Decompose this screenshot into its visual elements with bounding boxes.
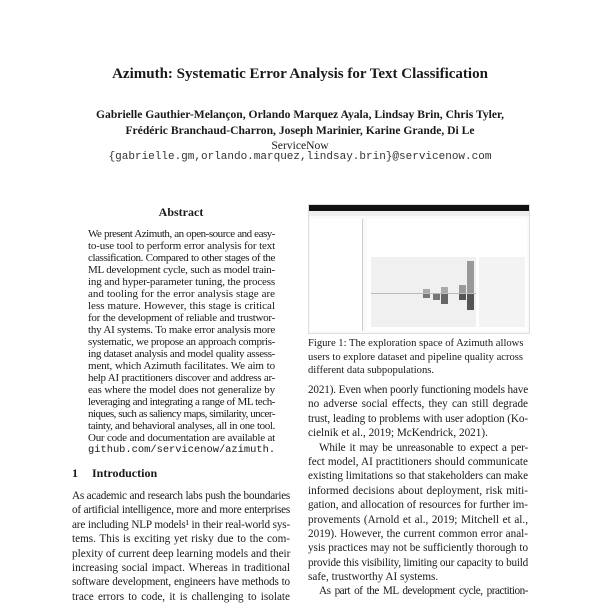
introduction-body — [72, 489, 290, 604]
text-line: ysis practices may not be sufficiently thorough to — [308, 542, 528, 555]
fig-bar — [423, 289, 430, 293]
text-line: existing limitations so that stakeholders can make — [308, 470, 528, 483]
abstract-body — [88, 228, 275, 456]
code-url-link[interactable]: github.com/servicenow/azimuth. — [88, 444, 276, 456]
section-number: 1 — [72, 466, 78, 480]
text-line: provements (Arnold et al., 2019; Mitchell et al., — [308, 513, 528, 526]
text-line: systematic, we propose an approach compris- — [88, 336, 275, 348]
text-line: to-use tool to perform error analysis for text — [88, 240, 275, 252]
text-line: eas where the model does not generalize by — [88, 384, 275, 396]
text-line: As academic and research labs push the boundaries — [72, 490, 290, 502]
figure-1-screenshot — [308, 204, 530, 334]
text-line: trust, leading to problems with user adoption (Ko- — [308, 412, 528, 425]
text-line: Our code and documentation are available at — [88, 432, 275, 444]
fig-bar — [441, 294, 448, 304]
fig-bar — [423, 294, 430, 298]
text-line: informed decisions about deployment, risk miti- — [308, 484, 528, 497]
text-line: for the development of reliable and trustwor- — [88, 312, 275, 324]
abstract-heading: Abstract — [158, 205, 204, 219]
text-line: We present Azimuth, an open-source and easy- — [88, 228, 275, 240]
text-line: gation, and allocation of resources for further im- — [308, 499, 528, 512]
text-line: niques, such as saliency maps, similarity, uncer- — [88, 408, 275, 420]
text-line: less mature. However, this stage is critical — [88, 300, 275, 312]
fig-bar — [467, 261, 474, 293]
paper-title: Azimuth: Systematic Error Analysis for Text Classification — [112, 66, 488, 82]
text-line: thy AI systems. To make error analysis more — [88, 324, 275, 336]
text-line: software development, engineers have methods to — [72, 576, 290, 589]
text-line: tems. This is exciting yet risky due to the com- — [72, 533, 290, 546]
fig-bar — [459, 285, 466, 293]
text-line: fect model, AI practitioners should communicate — [308, 455, 528, 468]
fig-bar — [433, 294, 440, 300]
fig-sidebar — [310, 219, 363, 331]
text-line: provide this visibility, limiting our capacity to build — [308, 556, 528, 569]
text-line: and tooling for the error analysis stage are — [88, 288, 275, 300]
fig-bar — [467, 294, 474, 310]
text-line: of artificial intelligence, more and more enterprises — [72, 504, 290, 517]
authors-line-1: Gabrielle Gauthier-Melançon, Orlando Marquez Ayala, Lindsay Brin, Chris Tyler, — [96, 108, 504, 121]
text-line: no adverse social effects, they can still degrade — [308, 398, 528, 411]
text-line: 2019). However, the current common error anal- — [308, 527, 528, 540]
author-emails: {gabrielle.gm,orlando.marquez,lindsay.brin}@servicenow.com — [108, 151, 492, 163]
fig-bar — [441, 287, 448, 293]
affiliation: ServiceNow — [271, 139, 329, 152]
text-line: tainty, and behavioral analyses, all in one tool. — [88, 420, 275, 432]
section-heading-introduction — [72, 466, 157, 481]
text-line: increasing social impact. Whereas in traditional — [72, 561, 290, 574]
text-line: ment, which Azimuth facilitates. We aim to — [88, 360, 275, 372]
text-line: classification. Compared to other stages of the — [88, 252, 275, 264]
authors-line-2: Frédéric Branchaud-Charron, Joseph Marinier, Karine Grande, Di Le — [125, 124, 475, 137]
text-line: cielnik et al., 2019; McKendrick, 2021). — [308, 427, 488, 440]
text-line: safe, trustworthy AI systems. — [308, 571, 439, 584]
text-line: ML development cycle, such as model train- — [88, 264, 275, 276]
fig-bar — [459, 294, 466, 300]
section-title: Introduction — [92, 466, 158, 480]
text-line: 2021). Even when poorly functioning models have — [308, 384, 528, 396]
text-line: While it may be unreasonable to expect a per- — [319, 441, 528, 454]
text-line: trace errors to code, it is challenging to isolate — [72, 590, 290, 603]
text-line: As part of the ML development cycle, practition- — [319, 585, 528, 598]
text-line: plexity of current deep learning models and their — [72, 547, 291, 560]
text-line: are including NLP models¹ in their real-world sys- — [72, 518, 290, 531]
text-line: ing and hyper-parameter tuning, the process — [88, 276, 275, 288]
text-line: help AI practitioners discover and address ar- — [88, 372, 275, 384]
fig-side-panel — [479, 257, 525, 327]
text-line: ing dataset analysis and model quality assess- — [88, 348, 275, 360]
text-line: leveraging and integrating a range of ML tech- — [88, 396, 275, 408]
figure-1-caption: Figure 1: The exploration space of Azimuth allows users to explore dataset and pipeline quality across different data subpopulations. — [308, 338, 524, 376]
introduction-body-continued — [308, 383, 528, 599]
fig-toolbar — [309, 211, 529, 216]
